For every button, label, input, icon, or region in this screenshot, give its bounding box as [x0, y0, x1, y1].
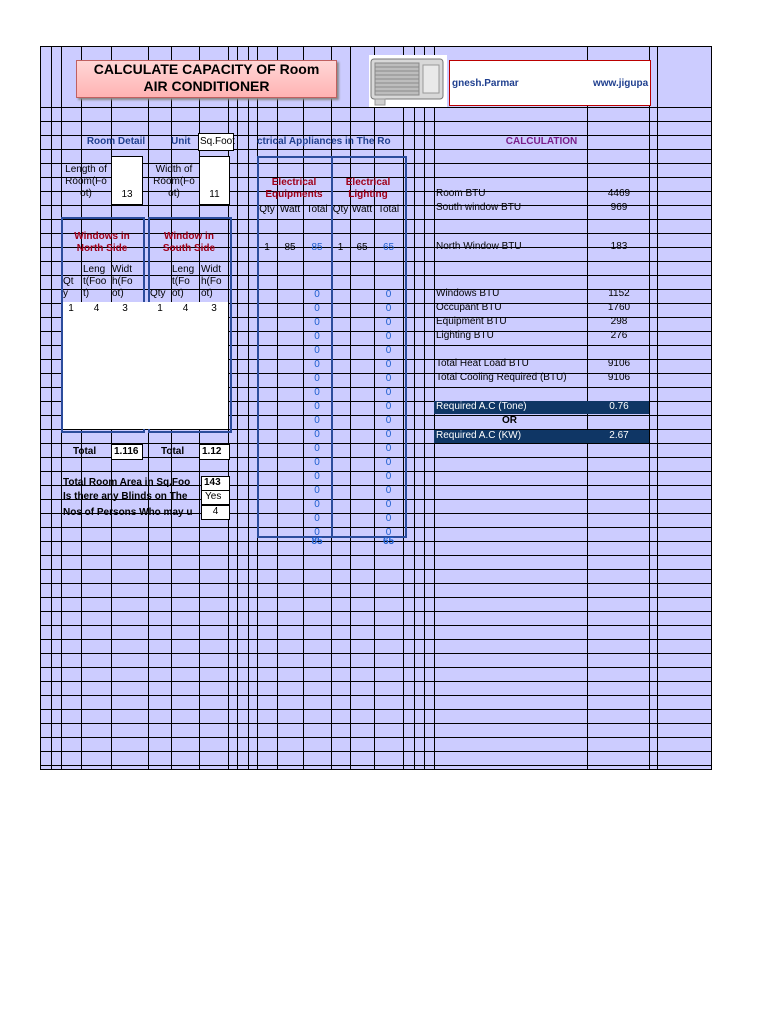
calc-label: North Window BTU — [436, 241, 522, 252]
south-total-value: 1.12 — [202, 446, 222, 457]
north-window-title: Windows in North Side — [74, 231, 130, 254]
calc-value: 276 — [610, 330, 628, 341]
area-value: 143 — [204, 477, 221, 488]
north-length-header: Leng t(Foo t) — [83, 264, 107, 299]
grid-row-line — [41, 611, 711, 612]
calc-row — [434, 316, 649, 329]
grid-row-line — [41, 555, 711, 556]
south-qty-header: Qty — [150, 288, 166, 299]
appliance-total-zero: 0 — [385, 443, 392, 454]
south-window-title: Window in South Side — [162, 231, 216, 254]
appliances-header: ctrical Appliances in The Ro — [257, 136, 391, 147]
required-kw-row — [434, 430, 649, 443]
calculation-header: CALCULATION — [505, 136, 578, 147]
title-line-2: AIR CONDITIONER — [143, 78, 270, 94]
blinds-label: Is there any Blinds on The — [63, 491, 188, 502]
calc-value: 1760 — [607, 302, 631, 313]
calc-row — [434, 330, 649, 343]
air-conditioner-image — [369, 55, 447, 107]
lighting-title: Electrical Lighting — [345, 177, 391, 200]
equip-qty-value[interactable]: 1 — [264, 242, 270, 253]
calc-label: Total Cooling Required (BTU) — [436, 372, 567, 383]
equip-watt-value[interactable]: 85 — [284, 242, 296, 253]
grid-column-line — [248, 47, 249, 769]
persons-label: Nos of Persons Who may u — [63, 507, 193, 518]
north-width-header: Widt h(Fo ot) — [112, 264, 133, 299]
calc-label: Total Heat Load BTU — [436, 358, 529, 369]
south-total-label: Total — [161, 446, 185, 457]
north-width-value[interactable]: 3 — [122, 303, 128, 314]
calc-row — [434, 188, 649, 201]
grid-row-line — [41, 695, 711, 696]
appliance-total-zero: 0 — [385, 485, 392, 496]
appliance-total-zero: 0 — [385, 373, 392, 384]
grid-column-line — [414, 47, 415, 769]
appliance-total-zero: 0 — [314, 317, 320, 328]
grid-row-line — [41, 107, 711, 108]
appliance-total-zero: 0 — [314, 457, 320, 468]
author-box — [449, 60, 651, 106]
title-banner — [76, 60, 337, 98]
light-qty-header: Qty — [332, 204, 349, 215]
blinds-value-cell[interactable] — [201, 490, 230, 505]
appliance-total-zero: 0 — [314, 359, 320, 370]
grid-row-line — [41, 723, 711, 724]
appliance-total-zero: 0 — [314, 443, 320, 454]
website-link[interactable]: www.jigupa — [593, 78, 649, 89]
grid-row-line — [41, 583, 711, 584]
appliance-total-zero: 0 — [385, 457, 392, 468]
equip-sum: 85 — [311, 536, 323, 547]
light-watt-header: Watt — [351, 204, 373, 215]
length-value: 13 — [121, 189, 133, 200]
title-line-1: CALCULATE CAPACITY OF Room — [93, 61, 320, 77]
author-name: gnesh.Parmar — [452, 78, 519, 89]
appliance-total-zero: 0 — [314, 527, 320, 538]
appliance-total-zero: 0 — [314, 303, 320, 314]
equip-qty-header: Qty — [259, 204, 275, 215]
length-input[interactable] — [111, 156, 143, 205]
equip-watt-header: Watt — [279, 204, 301, 215]
or-row — [434, 415, 649, 428]
calc-label: Room BTU — [436, 188, 486, 199]
room-detail-header: Room Detail — [86, 136, 146, 147]
required-tone-row — [434, 401, 649, 414]
south-length-value[interactable]: 4 — [182, 303, 189, 314]
spreadsheet — [40, 46, 712, 770]
appliance-total-zero: 0 — [314, 345, 320, 356]
south-qty-value[interactable]: 1 — [157, 303, 163, 314]
appliance-total-zero: 0 — [385, 499, 392, 510]
grid-row-line — [41, 709, 711, 710]
required-kw-value: 2.67 — [609, 430, 629, 441]
appliance-total-zero: 0 — [385, 331, 392, 342]
light-total-value: 65 — [382, 242, 395, 253]
appliance-total-zero: 0 — [385, 471, 392, 482]
persons-value: 4 — [212, 506, 219, 517]
appliance-total-zero: 0 — [314, 513, 320, 524]
calc-value: 969 — [610, 202, 628, 213]
grid-column-line — [237, 47, 238, 769]
north-length-value[interactable]: 4 — [93, 303, 100, 314]
appliance-total-zero: 0 — [385, 401, 392, 412]
grid-row-line — [41, 681, 711, 682]
required-tone-value: 0.76 — [609, 401, 629, 412]
appliance-total-zero: 0 — [385, 387, 392, 398]
calc-row — [434, 302, 649, 315]
calc-label: Lighting BTU — [436, 330, 494, 341]
required-kw-label: Required A.C (KW) — [436, 430, 522, 441]
unit-value-cell[interactable] — [198, 133, 234, 151]
grid-row-line — [41, 625, 711, 626]
appliance-total-zero: 0 — [314, 289, 320, 300]
grid-row-line — [41, 149, 711, 150]
equipment-title: Electrical Equipments — [265, 177, 323, 200]
appliance-total-zero: 0 — [385, 303, 392, 314]
unit-header: Unit — [171, 136, 191, 147]
grid-column-line — [649, 47, 650, 769]
north-qty-header: Qt y — [63, 276, 74, 299]
calc-value: 9106 — [607, 372, 631, 383]
grid-column-line — [424, 47, 425, 769]
persons-value-cell[interactable] — [201, 505, 230, 520]
appliance-total-zero: 0 — [314, 485, 320, 496]
appliance-total-zero: 0 — [314, 429, 320, 440]
appliance-total-zero: 0 — [314, 415, 320, 426]
appliance-total-zero: 0 — [314, 331, 320, 342]
calc-row — [434, 202, 649, 215]
light-watt-value[interactable]: 65 — [356, 242, 368, 253]
length-label: Length of Room(Fo ot) — [65, 164, 107, 199]
grid-row-line — [41, 765, 711, 766]
width-label: Width of Room(Fo ot) — [153, 164, 195, 199]
grid-row-line — [41, 121, 711, 122]
area-value-cell — [201, 476, 230, 491]
or-label: OR — [502, 415, 517, 426]
appliance-total-zero: 0 — [385, 415, 392, 426]
grid-row-line — [41, 597, 711, 598]
light-sum: 65 — [382, 536, 395, 547]
grid-column-line — [51, 47, 52, 769]
calc-label: Equipment BTU — [436, 316, 507, 327]
grid-row-line — [41, 751, 711, 752]
calc-value: 298 — [610, 316, 628, 327]
appliance-total-zero: 0 — [385, 429, 392, 440]
calc-row — [434, 358, 649, 371]
grid-row-line — [41, 653, 711, 654]
appliance-total-zero: 0 — [314, 499, 320, 510]
light-total-header: Total — [377, 204, 400, 215]
equip-total-header: Total — [306, 204, 328, 215]
calc-value: 9106 — [607, 358, 631, 369]
calc-value: 1152 — [608, 288, 630, 299]
north-total-value: 1.116 — [114, 446, 139, 457]
appliance-total-zero: 0 — [314, 387, 320, 398]
north-qty-value[interactable]: 1 — [68, 303, 74, 314]
equip-total-value: 85 — [311, 242, 323, 253]
appliance-total-zero: 0 — [385, 527, 392, 538]
appliance-total-zero: 0 — [385, 317, 392, 328]
appliance-total-zero: 0 — [385, 289, 392, 300]
blinds-value: Yes — [205, 491, 222, 502]
required-tone-label: Required A.C (Tone) — [436, 401, 527, 412]
width-value: 11 — [209, 189, 220, 200]
width-input[interactable] — [199, 156, 230, 205]
south-width-value[interactable]: 3 — [211, 303, 217, 314]
calc-value: 4469 — [607, 188, 631, 199]
area-label: Total Room Area in Sq.Foo — [63, 477, 191, 488]
calc-label: South window BTU — [436, 202, 522, 213]
calc-value: 183 — [610, 241, 628, 252]
grid-column-line — [657, 47, 658, 769]
grid-row-line — [41, 639, 711, 640]
grid-row-line — [41, 667, 711, 668]
calc-label: Occupant BTU — [436, 302, 502, 313]
appliance-total-zero: 0 — [385, 359, 392, 370]
north-total-value-cell — [111, 444, 143, 460]
south-width-header: Widt h(Fo ot) — [201, 264, 222, 299]
appliance-total-zero: 0 — [385, 345, 392, 356]
calc-row — [434, 372, 649, 385]
windows-data-area — [63, 302, 228, 429]
appliance-total-zero: 0 — [385, 513, 392, 524]
calc-row — [434, 241, 649, 254]
south-length-header: Leng t(Fo ot) — [172, 264, 195, 299]
grid-row-line — [41, 569, 711, 570]
calc-label: Windows BTU — [436, 288, 500, 299]
light-qty-value[interactable]: 1 — [337, 242, 344, 253]
south-total-value-cell — [199, 444, 230, 460]
north-total-label: Total — [73, 446, 97, 457]
appliance-total-zero: 0 — [314, 471, 320, 482]
unit-value: Sq.Foot — [200, 136, 236, 147]
appliance-total-zero: 0 — [314, 401, 320, 412]
grid-row-line — [41, 737, 711, 738]
appliance-total-zero: 0 — [314, 373, 320, 384]
calc-row — [434, 288, 649, 301]
